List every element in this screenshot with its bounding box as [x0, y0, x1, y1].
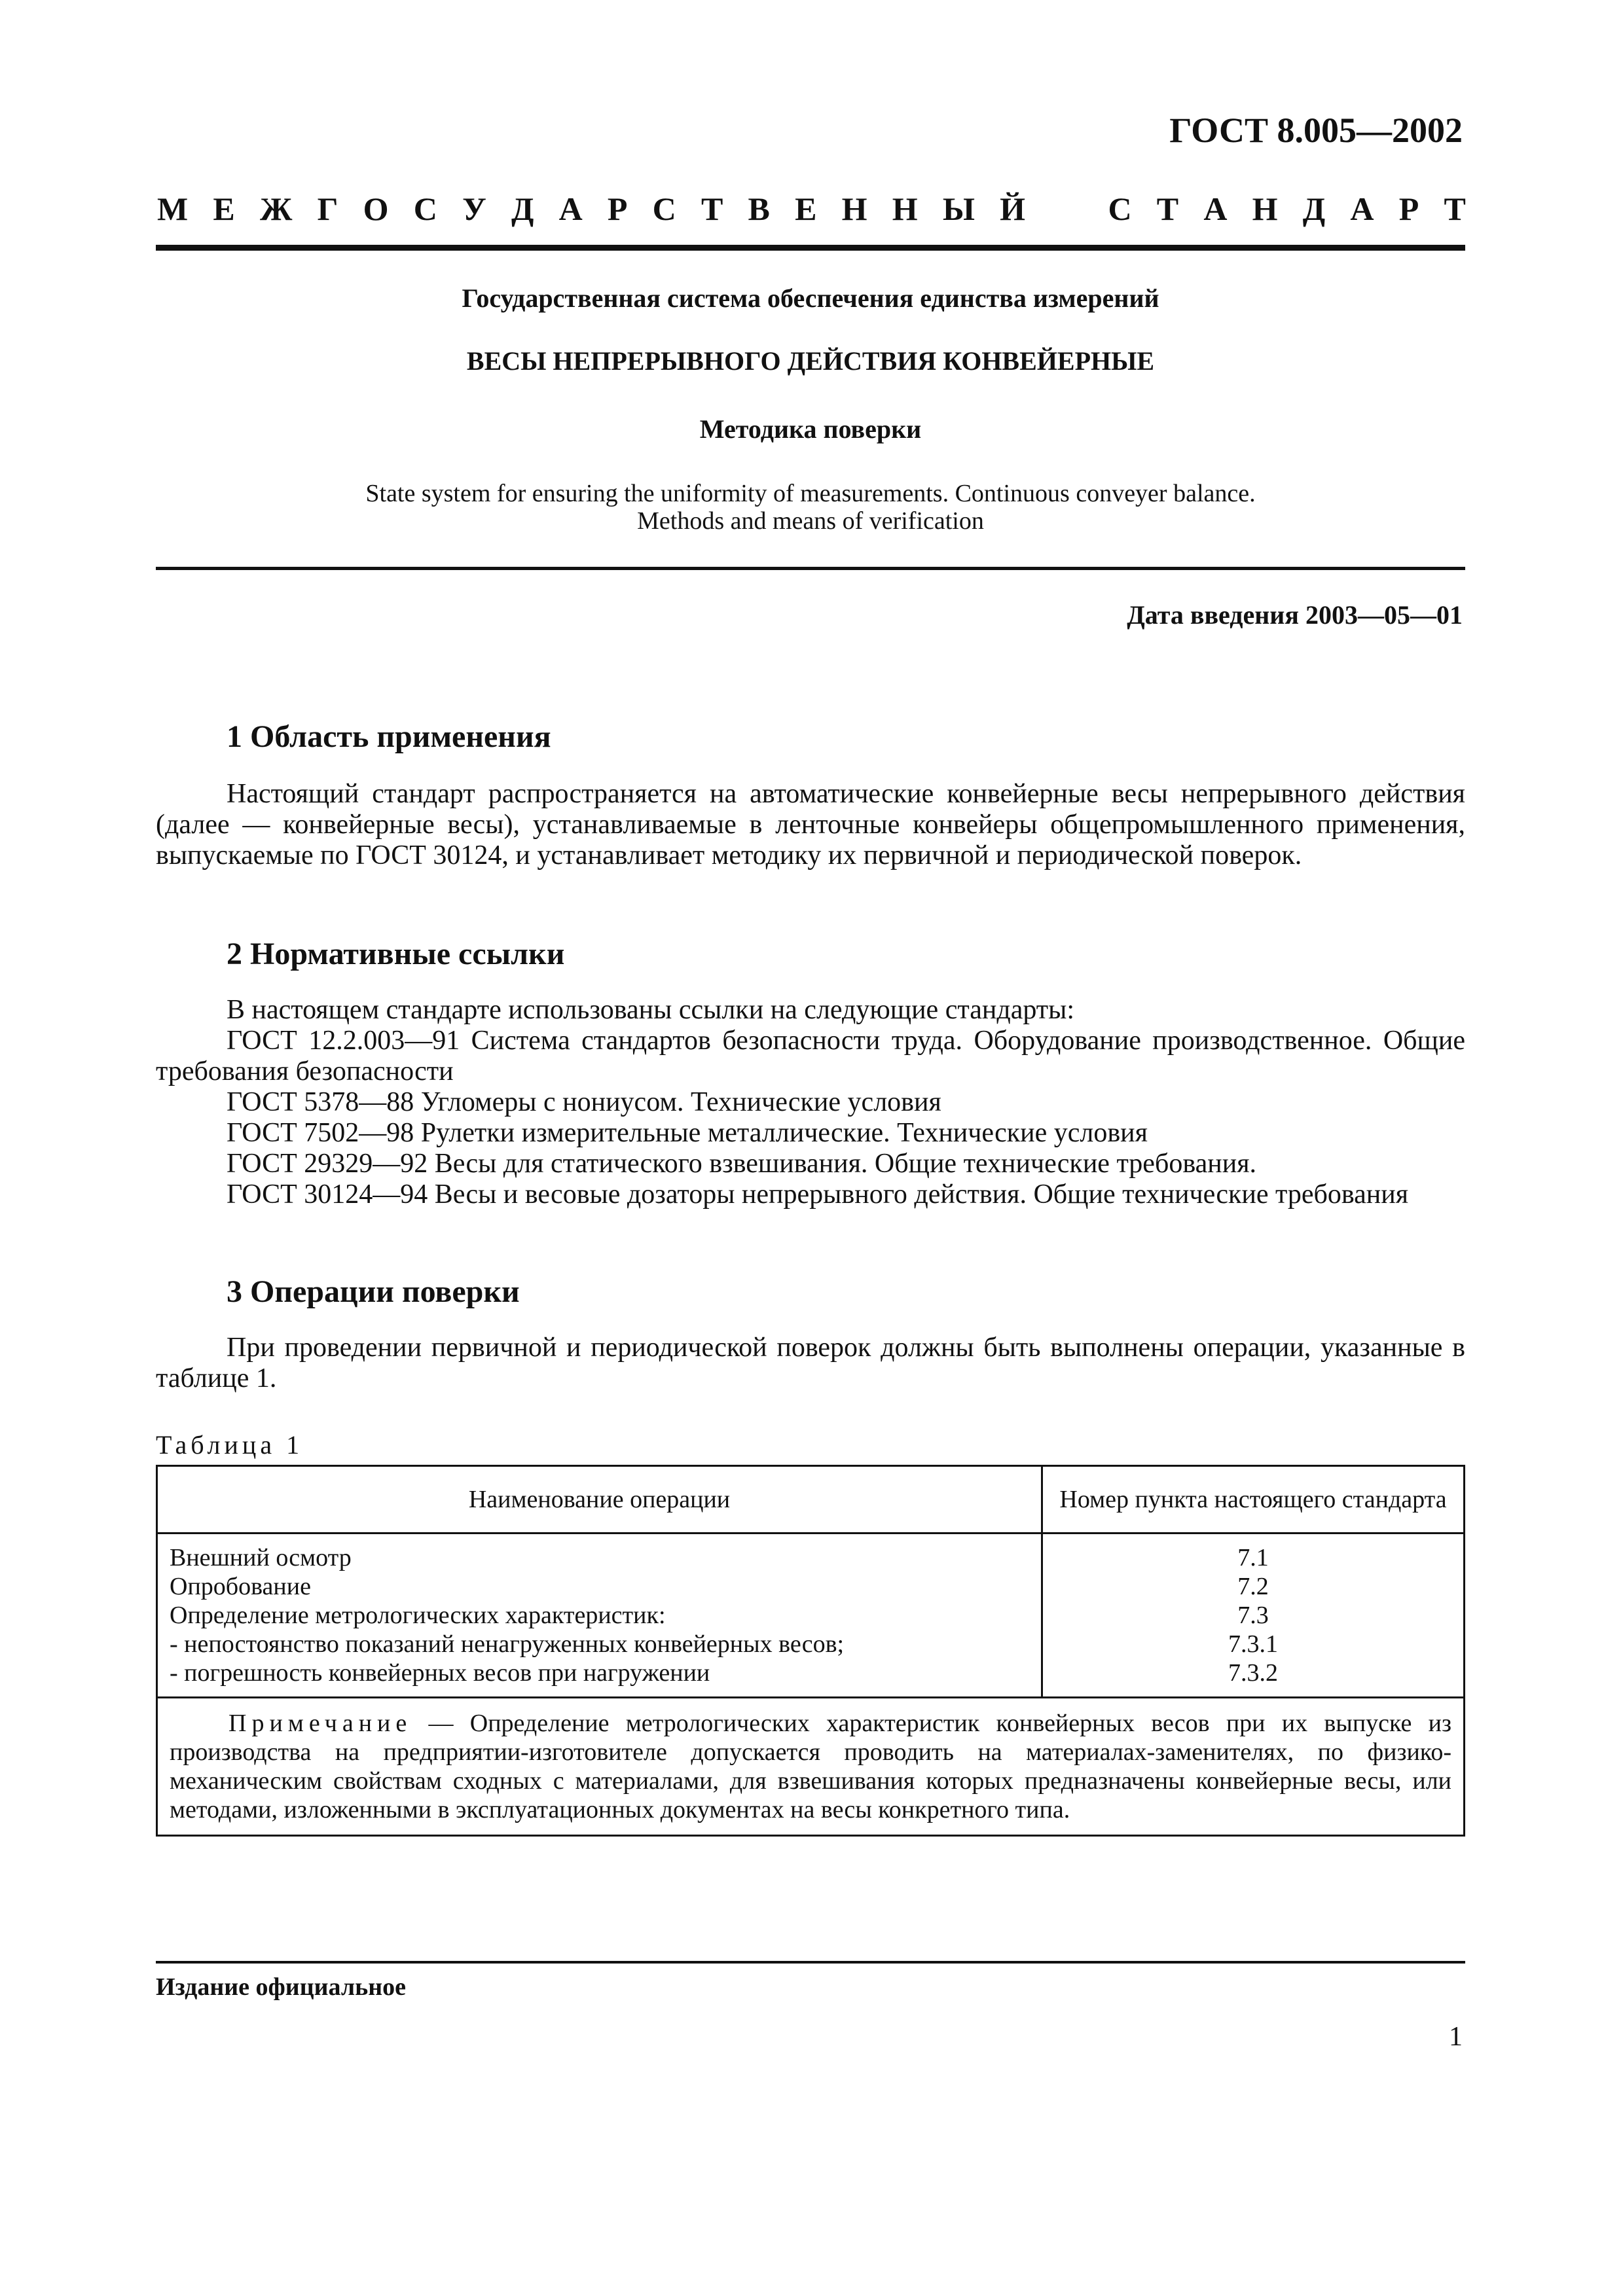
operations-table — [156, 1465, 1465, 1837]
banner-letter: О — [363, 190, 389, 227]
english-title-line: Methods and means of verification — [637, 507, 984, 535]
system-title: Государственная система обеспечения единства измерений — [462, 283, 1159, 313]
banner-letter: Е — [213, 190, 235, 227]
banner-letter: Е — [795, 190, 817, 227]
banner-letter: М — [157, 190, 189, 227]
edition-label: Издание официальное — [156, 1973, 407, 2001]
english-title-line: State system for ensuring the uniformity of measurements. Continuous conveyer balance. — [365, 480, 1256, 507]
banner-letter: Д — [1302, 190, 1326, 227]
header-rule — [156, 245, 1465, 251]
banner-letter: А — [1203, 190, 1228, 227]
column-header-operation: Наименование операции — [157, 1466, 1042, 1534]
page-number: 1 — [1449, 2022, 1463, 2052]
note-label: Примечание — [228, 1710, 412, 1737]
reference-text: ГОСТ 29329—92 Весы для статического взвешивания. Общие технические требования. — [227, 1149, 1257, 1179]
reference-text: ГОСТ 5378—88 Угломеры с нониусом. Технические условия — [227, 1087, 941, 1117]
reference-item — [156, 1118, 1465, 1149]
reference-item: ГОСТ 12.2.003—91 Система стандартов безопасности труда. Оборудование производственное. Общие требования безопасности — [156, 1026, 1465, 1086]
table-caption: Таблица 1 — [156, 1430, 304, 1460]
document-number: ГОСТ 8.005—2002 — [1169, 111, 1463, 150]
section-2-intro-text: В настоящем стандарте использованы ссылки на следующие стандарты: — [227, 995, 1075, 1025]
operation-name: - погрешность конвейерных весов при нагружении — [170, 1659, 710, 1687]
footer-rule — [156, 1961, 1465, 1964]
clause-numbers-cell — [1042, 1534, 1465, 1698]
section-1-text: Настоящий стандарт распространяется на автоматические конвейерные весы непрерывного действия (далее — конвейерные весы), устанавливаемые в ленточные конвейеры общепромышленного применения, выпускаемые по ГОСТ 30124, и устанавливает методику их первичной и периодической поверок. — [156, 779, 1465, 870]
banner-letter: Р — [1398, 190, 1419, 227]
section-2-heading: 2 Нормативные ссылки — [227, 937, 565, 971]
operation-name: Определение метрологических характеристик: — [170, 1602, 666, 1629]
note-text: — Определение метрологических характеристик конвейерных весов при их выпуске из производства на предприятии-изготовителе допускается проводить на материалах-заменителях, по физико-механическим свойствам сходных с материалами, для взвешивания которых предназначены конвейерные весы, или методами, изложенными в эксплуатационных документах на весы конкретного типа. — [170, 1710, 1452, 1823]
banner-word-gap — [1050, 190, 1083, 228]
banner-letter: А — [558, 190, 583, 227]
banner-letter: Н — [841, 190, 867, 227]
banner-letter: Г — [317, 190, 338, 227]
document-subtitle: Методика поверки — [699, 414, 922, 444]
section-3-text: При проведении первичной и периодической поверок должны быть выполнены операции, указанные в таблице 1. — [156, 1333, 1465, 1393]
section-2-intro — [156, 995, 1465, 1026]
interstate-standard-banner — [157, 190, 1466, 228]
reference-text: ГОСТ 7502—98 Рулетки измерительные металлические. Технические условия — [227, 1118, 1148, 1148]
operation-names-cell — [157, 1534, 1042, 1698]
reference-item: ГОСТ 30124—94 Весы и весовые дозаторы непрерывного действия. Общие технические требования — [227, 1179, 1409, 1210]
banner-letter: С — [1108, 190, 1132, 227]
table-note — [157, 1698, 1465, 1836]
reference-item — [156, 1149, 1465, 1179]
operation-name: Опробование — [170, 1573, 311, 1600]
table-note-row — [157, 1698, 1465, 1836]
banner-letter: Ж — [259, 190, 293, 227]
banner-letter: У — [462, 190, 486, 227]
banner-letter: В — [748, 190, 770, 227]
banner-letter: С — [413, 190, 437, 227]
operation-name: Внешний осмотр — [170, 1544, 352, 1571]
banner-letter: А — [1350, 190, 1374, 227]
operation-name: - непостоянство показаний ненагруженных конвейерных весов; — [170, 1630, 845, 1658]
banner-letter: С — [652, 190, 676, 227]
banner-letter: Т — [701, 190, 723, 227]
banner-letter: Н — [892, 190, 918, 227]
table-body-row — [157, 1534, 1465, 1698]
section-1-heading: 1 Область применения — [227, 719, 551, 754]
banner-letter: Ы — [942, 190, 975, 227]
title-rule — [156, 567, 1465, 570]
banner-letter: Й — [1000, 190, 1026, 227]
clause-number: 7.2 — [1237, 1573, 1269, 1600]
banner-letter: Т — [1156, 190, 1179, 227]
clause-number: 7.3 — [1237, 1602, 1269, 1629]
banner-letter: Н — [1252, 190, 1278, 227]
column-header-clause: Номер пункта настоящего стандарта — [1042, 1466, 1465, 1534]
clause-number: 7.3.1 — [1228, 1630, 1278, 1658]
clause-number: 7.1 — [1237, 1544, 1269, 1571]
table-header-row — [157, 1466, 1465, 1534]
banner-letter: Р — [607, 190, 628, 227]
clause-number: 7.3.2 — [1228, 1659, 1278, 1687]
banner-letter: Д — [511, 190, 534, 227]
introduction-date: Дата введения 2003—05—01 — [1127, 600, 1463, 630]
section-3-heading: 3 Операции поверки — [227, 1274, 520, 1309]
banner-letter: Т — [1444, 190, 1466, 227]
english-title — [156, 480, 1465, 535]
reference-item — [156, 1087, 1465, 1118]
document-title: ВЕСЫ НЕПРЕРЫВНОГО ДЕЙСТВИЯ КОНВЕЙЕРНЫЕ — [466, 346, 1155, 376]
